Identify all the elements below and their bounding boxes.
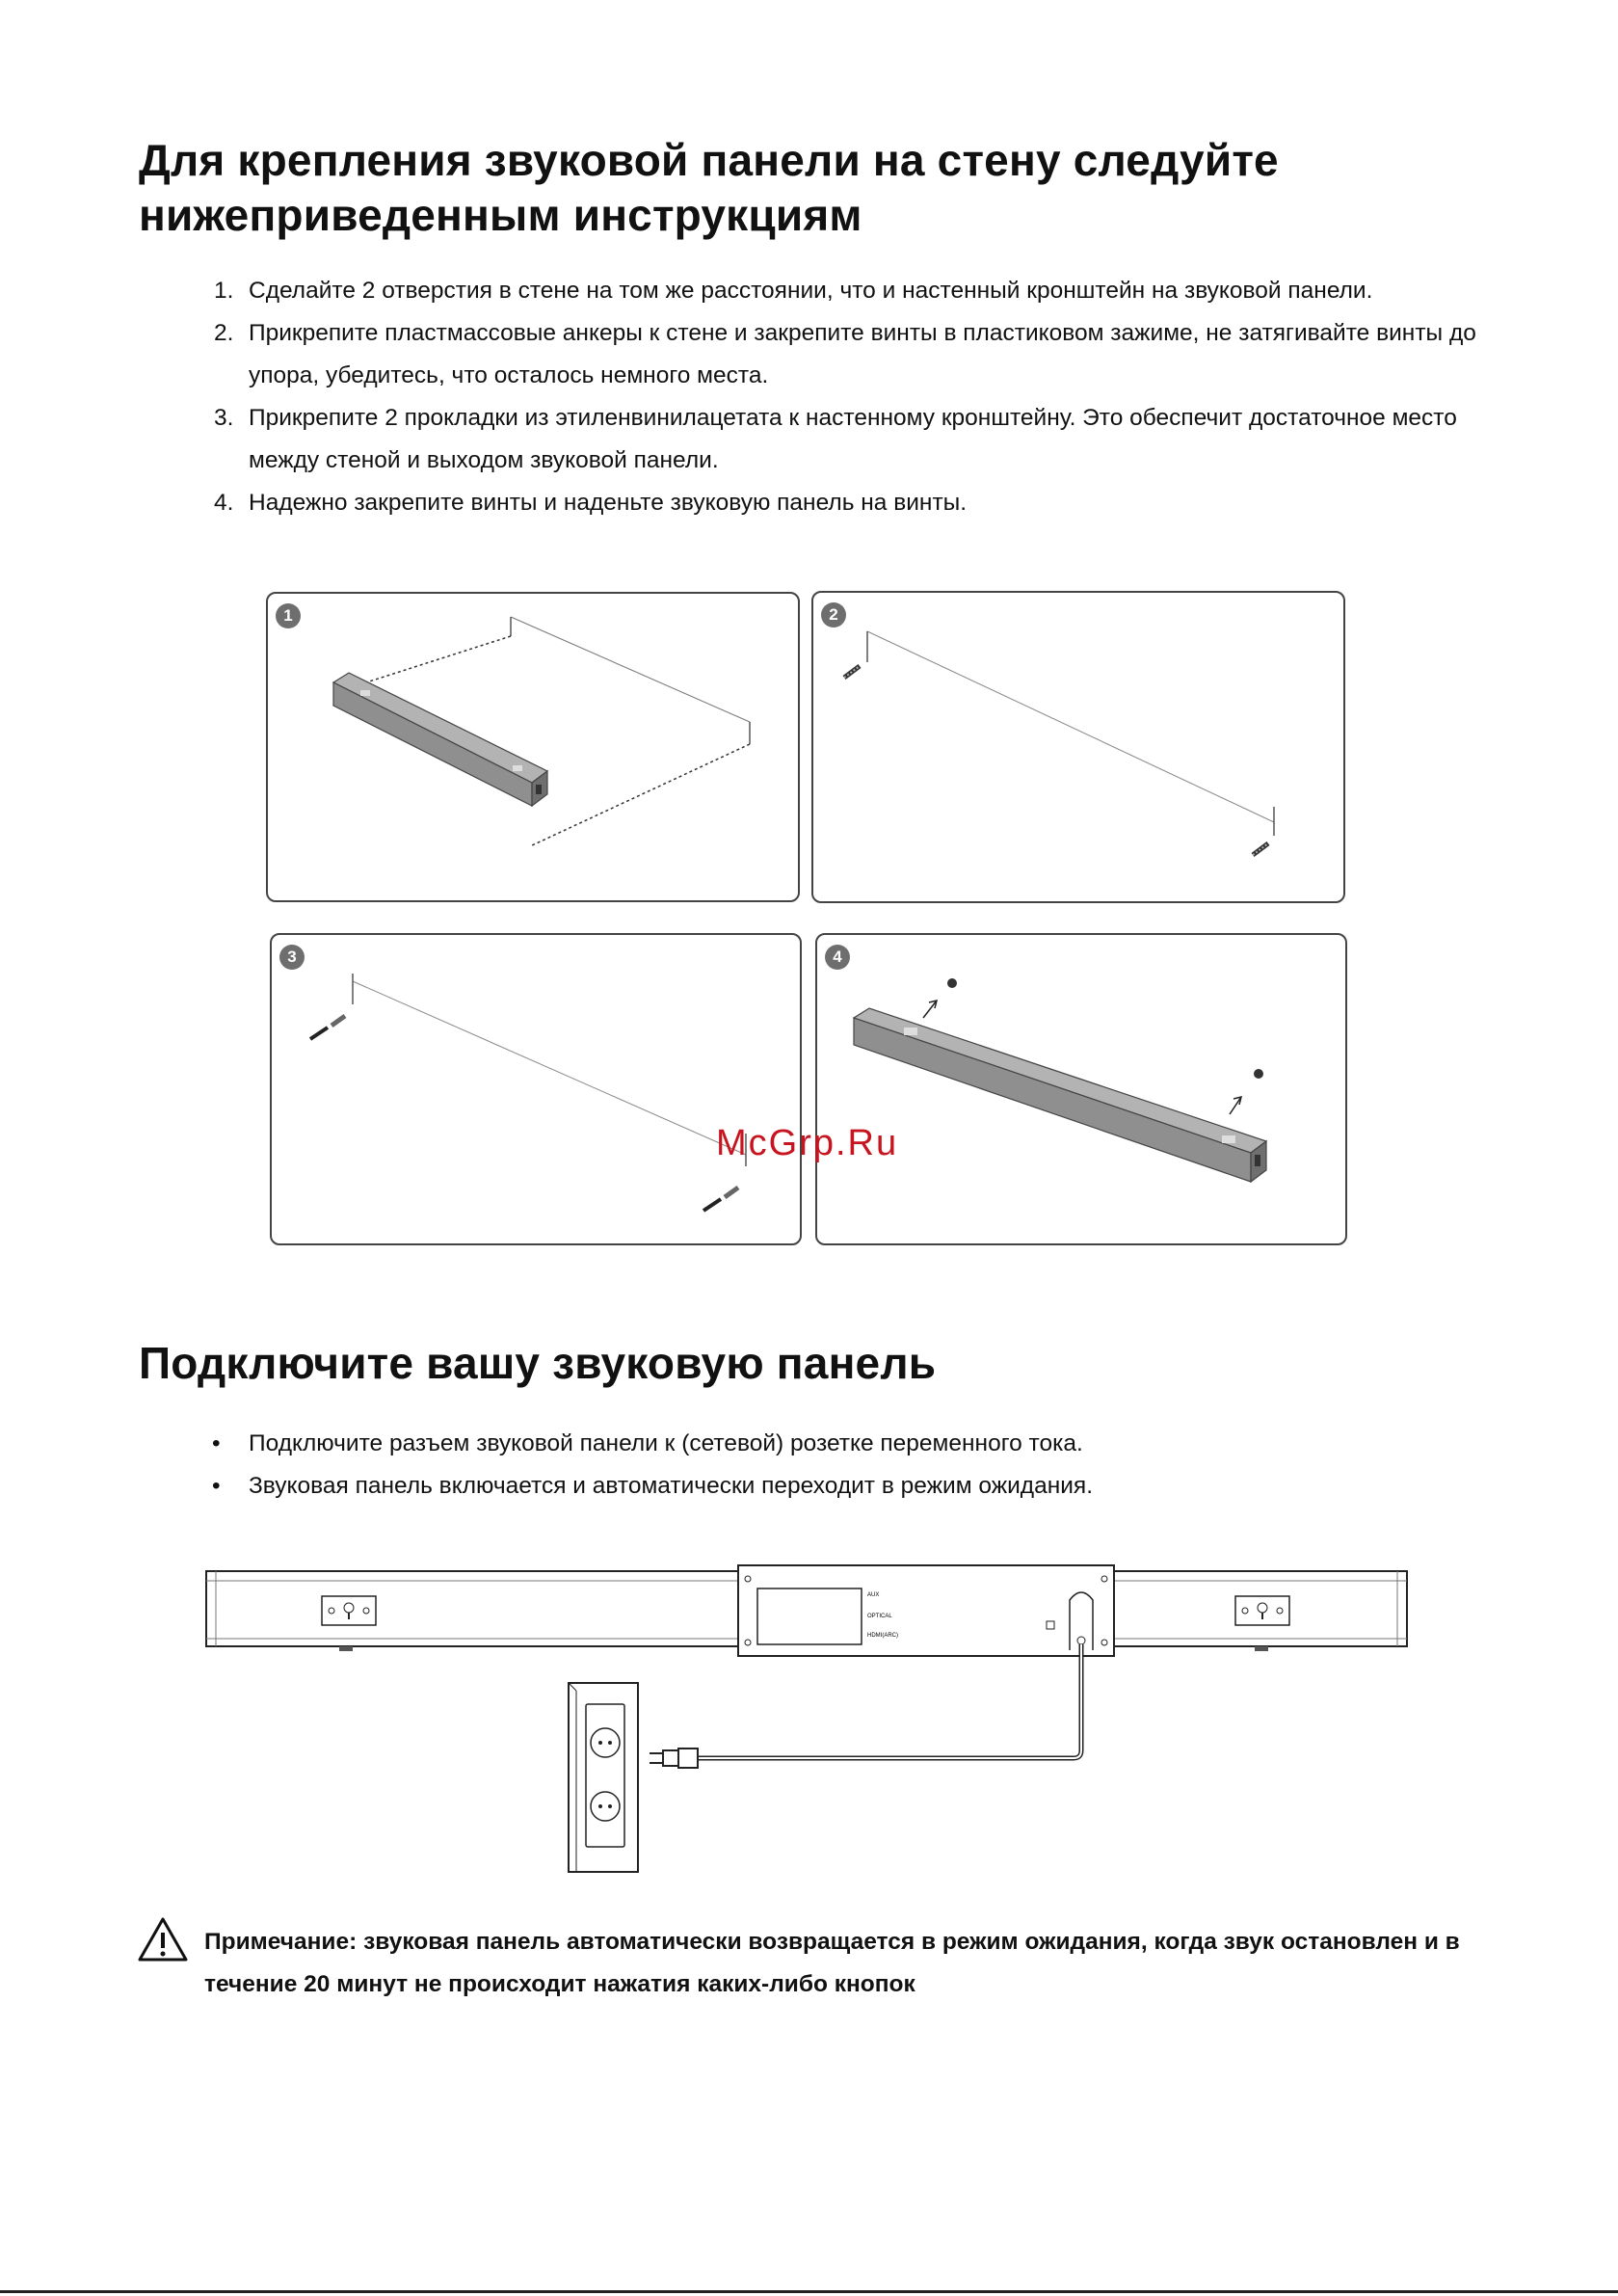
step-number: 2. — [214, 320, 234, 346]
warning-icon — [137, 1916, 189, 1962]
wall-bracket-right — [1235, 1596, 1289, 1625]
note-text: Примечание: звуковая панель автоматически возвращается в режим ожидания, когда звук остановлен и в течение 20 минут не происходит нажатия каких-либо кнопок — [204, 1929, 1460, 1997]
step-number: 3. — [214, 405, 234, 431]
figure-badge: 3 — [279, 945, 305, 970]
power-connection-diagram — [202, 1562, 1417, 1880]
wall-outlet — [569, 1683, 638, 1872]
port-label-hdmi: HDMI(ARC) — [867, 1633, 898, 1639]
step-item — [206, 270, 1517, 312]
bullet-item — [206, 1465, 1093, 1508]
step-text: Прикрепите 2 прокладки из этиленвинилацетата к настенному кронштейну. Это обеспечит достаточное место между стеной и выходом звуковой панели. — [249, 405, 1457, 473]
screw-insert-illustration — [272, 935, 800, 1243]
step-text: Надежно закрепите винты и наденьте звуковую панель на винты. — [249, 490, 968, 516]
bullet-symbol: • — [212, 1430, 221, 1456]
figure-step-4 — [815, 933, 1347, 1245]
figure-badge: 1 — [276, 603, 301, 628]
bottom-rule — [0, 2290, 1618, 2293]
figure-step-2 — [811, 591, 1345, 903]
step-item — [206, 397, 1517, 482]
wall-anchor-illustration — [813, 593, 1343, 901]
figure-step-3 — [270, 933, 802, 1245]
power-plug — [650, 1749, 698, 1768]
step-number: 4. — [214, 490, 234, 516]
bullet-item — [206, 1423, 1093, 1465]
step-item — [206, 312, 1517, 397]
mounting-title: Для крепления звуковой панели на стену следуйте нижеприведенным инструкциям — [139, 135, 1279, 240]
bullet-text: Подключите разъем звуковой панели к (сетевой) розетке переменного тока. — [249, 1430, 1083, 1456]
step-text: Сделайте 2 отверстия в стене на том же расстоянии, что и настенный кронштейн на звуковой панели. — [249, 278, 1373, 304]
figure-badge: 4 — [825, 945, 850, 970]
step-number: 1. — [214, 278, 234, 304]
connect-title: Подключите вашу звуковую панель — [139, 1338, 937, 1388]
figure-badge: 2 — [821, 602, 846, 627]
wall-bracket-left — [322, 1596, 376, 1625]
figure-step-1 — [266, 592, 800, 902]
connect-bullets — [206, 1423, 1093, 1508]
step-text: Прикрепите пластмассовые анкеры к стене и закрепите винты в пластиковом зажиме, не затягивайте винты до упора, убедитесь, что осталось немного места. — [249, 320, 1476, 388]
mounting-steps — [206, 270, 1517, 524]
soundbar-drill-illustration — [268, 594, 798, 900]
step-item — [206, 482, 1517, 524]
port-label-aux: AUX — [867, 1592, 880, 1598]
bullet-text: Звуковая панель включается и автоматически переходит в режим ожидания. — [249, 1473, 1093, 1499]
soundbar-hang-illustration — [817, 935, 1345, 1243]
watermark: McGrp.Ru — [716, 1123, 899, 1163]
power-cable — [696, 1644, 1081, 1758]
bullet-symbol: • — [212, 1473, 221, 1499]
port-label-optical: OPTICAL — [867, 1614, 892, 1619]
